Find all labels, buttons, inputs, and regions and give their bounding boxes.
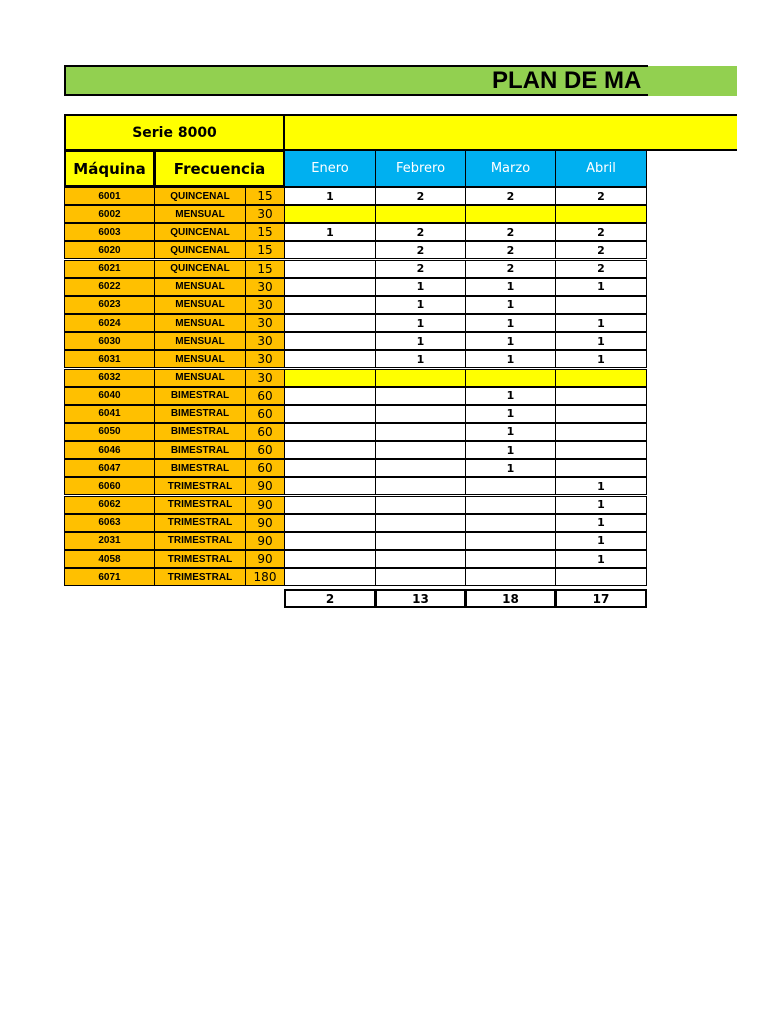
- cell-frecuencia[interactable]: QUINCENAL: [154, 187, 246, 205]
- cell-frecuencia[interactable]: BIMESTRAL: [154, 387, 246, 405]
- cell-month-3[interactable]: 1: [555, 350, 647, 368]
- cell-month-2[interactable]: 1: [465, 387, 556, 405]
- cell-month-2[interactable]: 1: [465, 332, 556, 350]
- table-row: [64, 568, 647, 586]
- cell-month-2[interactable]: 1: [465, 441, 556, 459]
- table-row: [64, 350, 647, 368]
- total-marzo[interactable]: 18: [465, 589, 556, 608]
- cell-month-1[interactable]: [375, 387, 466, 405]
- table-row: [64, 332, 647, 350]
- cell-frecuencia[interactable]: MENSUAL: [154, 296, 246, 314]
- cell-frecuencia[interactable]: MENSUAL: [154, 369, 246, 387]
- cell-month-0[interactable]: [284, 459, 376, 477]
- cell-month-1[interactable]: 1: [375, 296, 466, 314]
- cell-frecuencia[interactable]: BIMESTRAL: [154, 405, 246, 423]
- cell-month-1[interactable]: 1: [375, 314, 466, 332]
- cell-month-0[interactable]: 1: [284, 223, 376, 241]
- cell-dias[interactable]: 30: [245, 350, 285, 368]
- cell-maquina[interactable]: 6060: [64, 477, 155, 495]
- cell-month-3[interactable]: [555, 459, 647, 477]
- cell-month-2[interactable]: 1: [465, 405, 556, 423]
- cell-month-3[interactable]: 1: [555, 514, 647, 532]
- cell-month-3[interactable]: [555, 296, 647, 314]
- cell-dias[interactable]: 60: [245, 441, 285, 459]
- serie-label[interactable]: Serie 8000: [64, 114, 285, 151]
- cell-month-2[interactable]: 2: [465, 187, 556, 205]
- table-row: [64, 296, 647, 314]
- cell-month-1[interactable]: 2: [375, 260, 466, 278]
- cell-month-0[interactable]: [284, 350, 376, 368]
- cell-month-2[interactable]: 1: [465, 314, 556, 332]
- header-maquina[interactable]: Máquina: [64, 150, 155, 187]
- total-enero[interactable]: 2: [284, 589, 376, 608]
- cell-dias[interactable]: 60: [245, 423, 285, 441]
- table-row: [64, 278, 647, 296]
- table-row: [64, 241, 647, 259]
- sheet-title: PLAN DE MA: [492, 67, 642, 94]
- cell-maquina[interactable]: 6046: [64, 441, 155, 459]
- cell-month-2[interactable]: [465, 514, 556, 532]
- table-row: [64, 387, 647, 405]
- cell-month-0[interactable]: [284, 205, 376, 223]
- cell-frecuencia[interactable]: MENSUAL: [154, 332, 246, 350]
- total-febrero[interactable]: 13: [375, 589, 466, 608]
- table-row: [64, 187, 647, 205]
- cell-dias[interactable]: 15: [245, 223, 285, 241]
- cell-month-0[interactable]: [284, 314, 376, 332]
- cell-dias[interactable]: 90: [245, 496, 285, 514]
- cell-month-0[interactable]: [284, 423, 376, 441]
- cell-maquina[interactable]: 6062: [64, 496, 155, 514]
- cell-month-1[interactable]: [375, 459, 466, 477]
- cell-month-0[interactable]: [284, 441, 376, 459]
- table-row: [64, 477, 647, 495]
- cell-month-1[interactable]: [375, 532, 466, 550]
- cell-frecuencia[interactable]: QUINCENAL: [154, 223, 246, 241]
- cell-month-3[interactable]: 1: [555, 550, 647, 568]
- cell-month-0[interactable]: [284, 405, 376, 423]
- table-row: [64, 459, 647, 477]
- cell-month-1[interactable]: [375, 423, 466, 441]
- cell-dias[interactable]: 30: [245, 205, 285, 223]
- table-row: [64, 223, 647, 241]
- cell-month-2[interactable]: [465, 550, 556, 568]
- cell-dias[interactable]: 30: [245, 278, 285, 296]
- cell-month-2[interactable]: [465, 205, 556, 223]
- cell-month-3[interactable]: 1: [555, 278, 647, 296]
- cell-dias[interactable]: 30: [245, 296, 285, 314]
- cell-maquina[interactable]: 6021: [64, 260, 155, 278]
- cell-frecuencia[interactable]: TRIMESTRAL: [154, 568, 246, 586]
- cell-month-3[interactable]: 2: [555, 223, 647, 241]
- cell-maquina[interactable]: 6001: [64, 187, 155, 205]
- cell-month-1[interactable]: 2: [375, 241, 466, 259]
- table-row: [64, 205, 647, 223]
- cell-maquina[interactable]: 2031: [64, 532, 155, 550]
- cell-maquina[interactable]: 6050: [64, 423, 155, 441]
- cell-frecuencia[interactable]: BIMESTRAL: [154, 441, 246, 459]
- header-month-abril[interactable]: Abril: [555, 150, 647, 187]
- cell-dias[interactable]: 90: [245, 532, 285, 550]
- totals-row: [284, 589, 647, 608]
- cell-month-1[interactable]: [375, 441, 466, 459]
- cell-month-3[interactable]: 1: [555, 332, 647, 350]
- cell-month-2[interactable]: [465, 568, 556, 586]
- table-row: [64, 423, 647, 441]
- cell-month-1[interactable]: 1: [375, 350, 466, 368]
- cell-month-2[interactable]: 1: [465, 350, 556, 368]
- cell-dias[interactable]: 90: [245, 550, 285, 568]
- table-row: [64, 496, 647, 514]
- cell-frecuencia[interactable]: TRIMESTRAL: [154, 477, 246, 495]
- cell-maquina[interactable]: 4058: [64, 550, 155, 568]
- table-row: [64, 314, 647, 332]
- cell-month-2[interactable]: 2: [465, 241, 556, 259]
- cell-month-3[interactable]: [555, 369, 647, 387]
- cell-frecuencia[interactable]: BIMESTRAL: [154, 459, 246, 477]
- total-abril[interactable]: 17: [555, 589, 647, 608]
- cell-month-0[interactable]: [284, 260, 376, 278]
- cell-dias[interactable]: 60: [245, 459, 285, 477]
- title-bar-extension: [648, 66, 737, 96]
- cell-frecuencia[interactable]: TRIMESTRAL: [154, 496, 246, 514]
- cell-frecuencia[interactable]: MENSUAL: [154, 205, 246, 223]
- cell-month-1[interactable]: [375, 477, 466, 495]
- cell-month-0[interactable]: [284, 278, 376, 296]
- cell-month-3[interactable]: [555, 387, 647, 405]
- cell-month-3[interactable]: 1: [555, 532, 647, 550]
- cell-month-3[interactable]: 2: [555, 260, 647, 278]
- cell-dias[interactable]: 180: [245, 568, 285, 586]
- cell-dias[interactable]: 15: [245, 187, 285, 205]
- header-frecuencia[interactable]: Frecuencia: [154, 150, 285, 187]
- cell-month-1[interactable]: [375, 369, 466, 387]
- cell-month-3[interactable]: 1: [555, 477, 647, 495]
- cell-maquina[interactable]: 6047: [64, 459, 155, 477]
- cell-month-2[interactable]: [465, 477, 556, 495]
- cell-frecuencia[interactable]: MENSUAL: [154, 314, 246, 332]
- cell-month-1[interactable]: 1: [375, 332, 466, 350]
- cell-frecuencia[interactable]: MENSUAL: [154, 350, 246, 368]
- table-row: [64, 514, 647, 532]
- cell-month-2[interactable]: 1: [465, 423, 556, 441]
- cell-month-1[interactable]: [375, 205, 466, 223]
- header-month-febrero[interactable]: Febrero: [375, 150, 466, 187]
- cell-maquina[interactable]: 6031: [64, 350, 155, 368]
- cell-maquina[interactable]: 6020: [64, 241, 155, 259]
- cell-month-3[interactable]: [555, 205, 647, 223]
- cell-dias[interactable]: 30: [245, 314, 285, 332]
- cell-maquina[interactable]: 6030: [64, 332, 155, 350]
- cell-month-1[interactable]: [375, 514, 466, 532]
- cell-month-2[interactable]: 1: [465, 296, 556, 314]
- cell-dias[interactable]: 90: [245, 514, 285, 532]
- cell-month-1[interactable]: [375, 405, 466, 423]
- cell-dias[interactable]: 15: [245, 241, 285, 259]
- cell-month-1[interactable]: 2: [375, 187, 466, 205]
- cell-frecuencia[interactable]: TRIMESTRAL: [154, 550, 246, 568]
- cell-maquina[interactable]: 6024: [64, 314, 155, 332]
- cell-month-2[interactable]: [465, 369, 556, 387]
- cell-month-0[interactable]: [284, 550, 376, 568]
- cell-dias[interactable]: 30: [245, 369, 285, 387]
- cell-month-0[interactable]: [284, 532, 376, 550]
- header-month-enero[interactable]: Enero: [284, 150, 376, 187]
- table-row: [64, 369, 647, 387]
- cell-month-0[interactable]: [284, 332, 376, 350]
- cell-frecuencia[interactable]: TRIMESTRAL: [154, 514, 246, 532]
- cell-dias[interactable]: 90: [245, 477, 285, 495]
- cell-month-0[interactable]: [284, 496, 376, 514]
- cell-maquina[interactable]: 6003: [64, 223, 155, 241]
- table-row: [64, 532, 647, 550]
- cell-month-1[interactable]: [375, 496, 466, 514]
- cell-month-1[interactable]: [375, 568, 466, 586]
- header-month-marzo[interactable]: Marzo: [465, 150, 556, 187]
- cell-frecuencia[interactable]: QUINCENAL: [154, 260, 246, 278]
- cell-month-1[interactable]: [375, 550, 466, 568]
- cell-month-2[interactable]: 1: [465, 278, 556, 296]
- cell-dias[interactable]: 30: [245, 332, 285, 350]
- cell-month-3[interactable]: 1: [555, 314, 647, 332]
- cell-frecuencia[interactable]: QUINCENAL: [154, 241, 246, 259]
- cell-dias[interactable]: 60: [245, 405, 285, 423]
- table-row: [64, 441, 647, 459]
- table-row: [64, 550, 647, 568]
- cell-frecuencia[interactable]: MENSUAL: [154, 278, 246, 296]
- cell-maquina[interactable]: 6041: [64, 405, 155, 423]
- cell-maquina[interactable]: 6040: [64, 387, 155, 405]
- cell-maquina[interactable]: 6032: [64, 369, 155, 387]
- cell-dias[interactable]: 60: [245, 387, 285, 405]
- cell-maquina[interactable]: 6002: [64, 205, 155, 223]
- cell-maquina[interactable]: 6022: [64, 278, 155, 296]
- cell-month-0[interactable]: 1: [284, 187, 376, 205]
- table-row: [64, 405, 647, 423]
- table-row: [64, 260, 647, 278]
- cell-month-3[interactable]: 2: [555, 241, 647, 259]
- cell-month-3[interactable]: [555, 405, 647, 423]
- cell-month-0[interactable]: [284, 241, 376, 259]
- cell-maquina[interactable]: 6063: [64, 514, 155, 532]
- cell-month-2[interactable]: 1: [465, 459, 556, 477]
- cell-dias[interactable]: 15: [245, 260, 285, 278]
- cell-month-0[interactable]: [284, 296, 376, 314]
- cell-month-2[interactable]: 2: [465, 223, 556, 241]
- cell-month-1[interactable]: 2: [375, 223, 466, 241]
- cell-month-1[interactable]: 1: [375, 278, 466, 296]
- cell-month-3[interactable]: 1: [555, 496, 647, 514]
- serie-header-band[interactable]: [285, 114, 737, 151]
- cell-month-0[interactable]: [284, 369, 376, 387]
- cell-month-2[interactable]: [465, 532, 556, 550]
- cell-frecuencia[interactable]: BIMESTRAL: [154, 423, 246, 441]
- cell-month-3[interactable]: [555, 423, 647, 441]
- cell-month-3[interactable]: 2: [555, 187, 647, 205]
- cell-maquina[interactable]: 6023: [64, 296, 155, 314]
- cell-maquina[interactable]: 6071: [64, 568, 155, 586]
- cell-month-2[interactable]: [465, 496, 556, 514]
- cell-frecuencia[interactable]: TRIMESTRAL: [154, 532, 246, 550]
- cell-month-0[interactable]: [284, 568, 376, 586]
- cell-month-3[interactable]: [555, 441, 647, 459]
- cell-month-0[interactable]: [284, 477, 376, 495]
- cell-month-2[interactable]: 2: [465, 260, 556, 278]
- cell-month-0[interactable]: [284, 387, 376, 405]
- cell-month-3[interactable]: [555, 568, 647, 586]
- cell-month-0[interactable]: [284, 514, 376, 532]
